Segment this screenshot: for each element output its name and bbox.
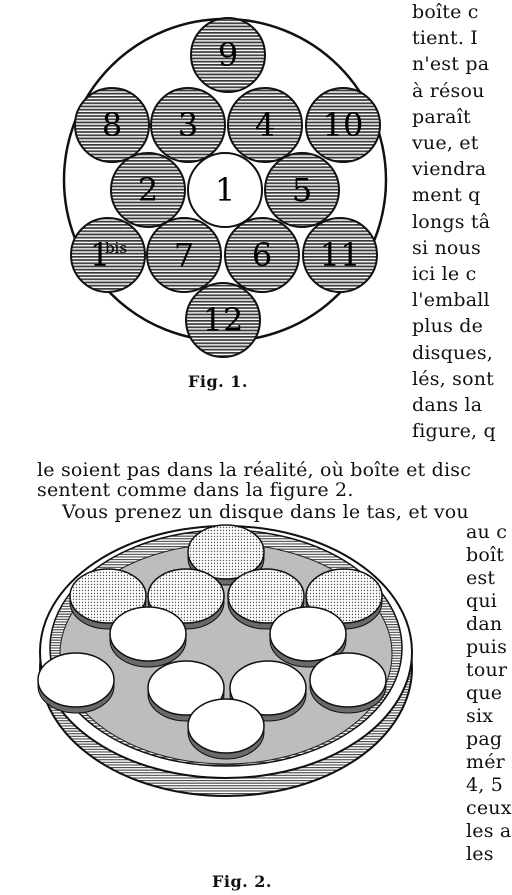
disk-8: [265, 153, 339, 227]
disk-label: 9: [217, 36, 239, 74]
text-line: lés, sont: [412, 367, 495, 390]
disk-10: [147, 218, 221, 292]
text-line: le soient pas dans la réalité, où boîte et disc: [37, 459, 472, 481]
text-line: ment q: [412, 184, 481, 207]
fig2-caption: Fig. 2.: [212, 872, 272, 891]
text-line: est: [466, 567, 496, 589]
fig2-disk: [110, 607, 186, 667]
disk-label-sup: bis: [104, 239, 128, 257]
text-line: Vous prenez un disque dans le tas, et vou: [62, 501, 469, 523]
text-line: pag: [466, 728, 503, 750]
disk-13: [186, 283, 260, 357]
disk-1: [191, 18, 265, 92]
fig2-disk: [310, 653, 386, 713]
disk-2: [75, 88, 149, 162]
disk-label: 1: [214, 171, 236, 209]
disk-label: 2: [137, 171, 159, 209]
disk-label: 3: [177, 106, 199, 144]
fig2-illustration: [36, 520, 436, 840]
text-line: si nous: [412, 236, 481, 259]
text-line: à résou: [412, 79, 485, 102]
disk-4: [228, 88, 302, 162]
text-line: paraît: [412, 105, 471, 128]
disk-label: 5: [291, 171, 313, 209]
fig2-disk: [188, 699, 264, 759]
disk-label: 4: [254, 106, 276, 144]
disk-label: 6: [251, 236, 273, 274]
disk-label: 8: [101, 106, 123, 144]
text-line: puis: [466, 636, 508, 658]
text-line: que: [466, 682, 503, 704]
disk-label: 10: [322, 106, 364, 144]
text-line: dans la: [412, 394, 483, 416]
text-line: au c: [466, 521, 508, 543]
text-line: figure, q: [412, 420, 496, 443]
text-line: n'est pa: [412, 53, 490, 76]
text-line: tour: [466, 659, 508, 681]
text-line: tient. I: [412, 27, 479, 50]
disk-3: [151, 88, 225, 162]
disk-6: [111, 153, 185, 227]
disk-12: [303, 218, 377, 292]
text-line: boîte c: [412, 1, 479, 23]
disk-11: [225, 218, 299, 292]
fig2-disk: [38, 653, 114, 713]
disk-5: [306, 88, 380, 162]
disk-7: [188, 153, 262, 227]
disk-label: 1: [89, 236, 111, 274]
text-line: les a: [466, 820, 512, 842]
text-line: vue, et: [412, 132, 479, 154]
text-line: qui: [466, 590, 498, 612]
text-line: ceux: [466, 797, 512, 819]
disk-label: 7: [173, 236, 195, 274]
text-line: six: [466, 705, 494, 727]
text-line: mér: [466, 751, 505, 773]
text-line: 4, 5: [466, 774, 504, 796]
text-line: plus de: [412, 315, 484, 338]
text-line: boît: [466, 544, 505, 566]
text-line: l'emball: [412, 289, 490, 312]
disk-label: 11: [319, 236, 361, 274]
disk-9: [71, 218, 145, 292]
text-line: sentent comme dans la figure 2.: [37, 479, 354, 501]
fig1-diagram: [48, 0, 408, 360]
text-line: les: [466, 843, 494, 865]
fig1-caption: Fig. 1.: [188, 372, 248, 391]
text-line: dan: [466, 613, 503, 635]
text-line: disques,: [412, 341, 494, 364]
text-line: longs tâ: [412, 210, 491, 233]
disk-label: 12: [202, 301, 244, 339]
text-line: ici le c: [412, 263, 477, 285]
text-line: viendra: [412, 158, 487, 181]
